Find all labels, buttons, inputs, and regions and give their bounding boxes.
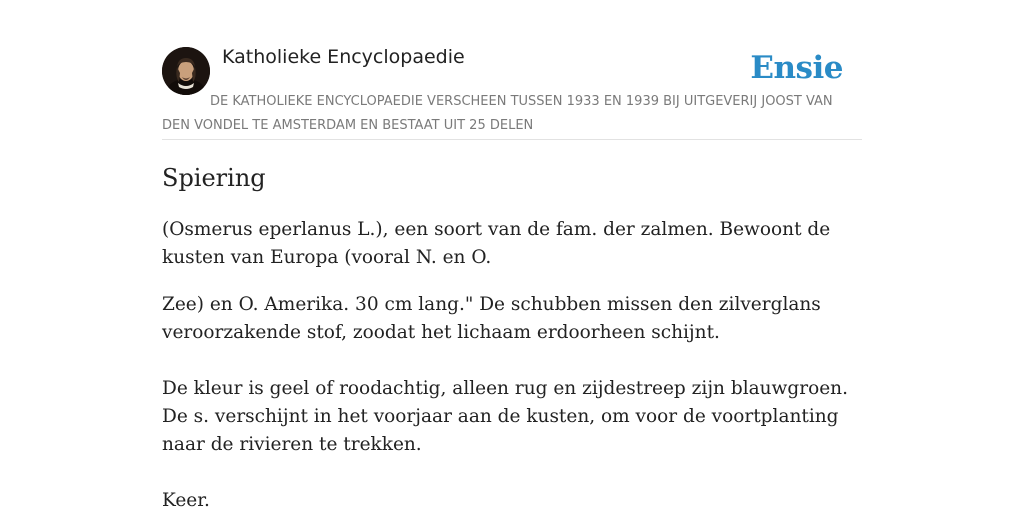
site-description: DE KATHOLIEKE ENCYCLOPAEDIE VERSCHEEN TUSSEN 1933 EN 1939 BIJ UITGEVERIJ JOOST VAN DEN VONDEL TE AMSTERDAM EN BESTAAT UIT 25 DELEN xyxy=(162,94,833,133)
site-title[interactable]: Katholieke Encyclopaedie xyxy=(222,46,465,68)
article-paragraph-4: Keer. xyxy=(162,490,210,511)
site-header xyxy=(162,40,862,140)
ensie-logo-link[interactable]: Ensie xyxy=(750,50,843,86)
article-paragraph-2: Zee) en O. Amerika. 30 cm lang." De schubben missen den zilverglans veroorzakende stof, zoodat het lichaam erdoorheen schijnt. xyxy=(162,294,821,343)
article-content xyxy=(162,160,852,512)
article-title: Spiering xyxy=(162,164,266,192)
article-paragraph-3: De kleur is geel of roodachtig, alleen rug en zijdestreep zijn blauwgroen. De s. verschijnt in het voorjaar aan de kusten, om voor de voortplanting naar de rivieren te trekken. xyxy=(162,378,848,455)
portrait-avatar-icon[interactable] xyxy=(162,47,210,95)
article-paragraph-1: (Osmerus eperlanus L.), een soort van de fam. der zalmen. Bewoont de kusten van Europa (vooral N. en O. xyxy=(162,219,831,268)
portrait-avatar-graphic xyxy=(162,47,210,95)
